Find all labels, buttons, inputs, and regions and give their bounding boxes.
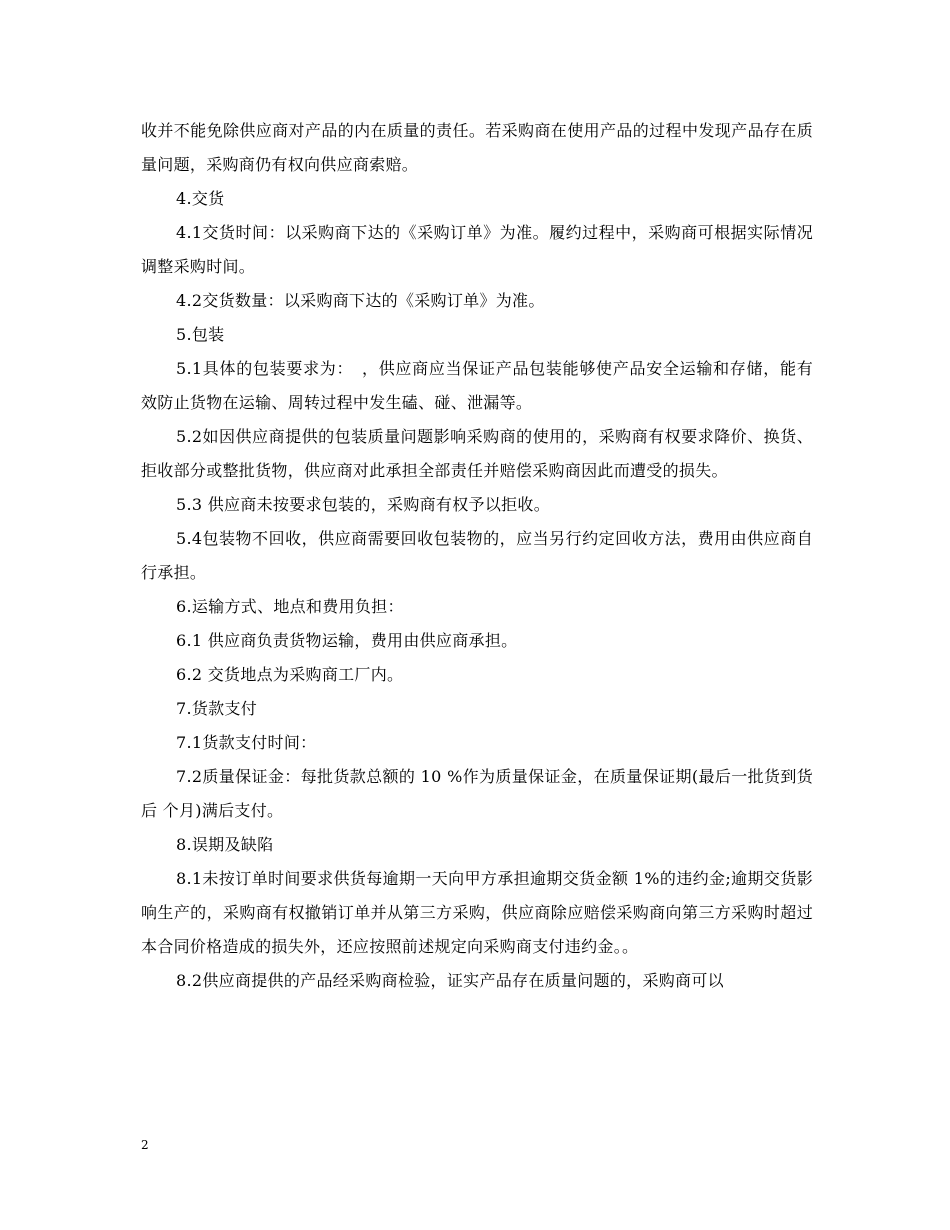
clause-5-1: 5.1具体的包装要求为： ，供应商应当保证产品包装能够使产品安全运输和存储，能有效防止货物在运输、周转过程中发生磕、碰、泄漏等。 [141, 359, 813, 412]
clause-6-2: 6.2 交货地点为采购商工厂内。 [176, 665, 404, 684]
section-heading-payment: 7.货款支付 [176, 699, 258, 718]
clause-8-1: 8.1未按订单时间要求供货每逾期一天向甲方承担逾期交货金额 1%的违约金;逾期交货影响生产的，采购商有权撤销订单并从第三方采购，供应商除应赔偿采购商向第三方采购时超过本合同价格造成的损失外，还应按照前述规定向采购商支付违约金。。 [141, 869, 813, 956]
section-heading-packaging: 5.包装 [176, 325, 225, 344]
clause-4-2: 4.2交货数量：以采购商下达的《采购订单》为准。 [176, 291, 545, 310]
document-body [141, 114, 813, 998]
clause-6-1: 6.1 供应商负责货物运输，费用由供应商承担。 [176, 631, 518, 650]
section-heading-delay-defects: 8.误期及缺陷 [176, 835, 274, 854]
clause-8-2: 8.2供应商提供的产品经采购商检验，证实产品存在质量问题的，采购商可以 [176, 971, 724, 990]
clause-7-1: 7.1货款支付时间： [176, 733, 317, 752]
clause-5-4: 5.4包装物不回收，供应商需要回收包装物的，应当另行约定回收方法，费用由供应商自行承担。 [141, 529, 813, 582]
clause-4-1: 4.1交货时间：以采购商下达的《采购订单》为准。履约过程中，采购商可根据实际情况调整采购时间。 [141, 223, 813, 276]
clause-5-2: 5.2如因供应商提供的包装质量问题影响采购商的使用的，采购商有权要求降价、换货、拒收部分或整批货物，供应商对此承担全部责任并赔偿采购商因此而遭受的损失。 [141, 427, 813, 480]
page-number: 2 [141, 1138, 149, 1152]
clause-7-2: 7.2质量保证金：每批货款总额的 10 %作为质量保证金，在质量保证期(最后一批货到货后 个月)满后支付。 [141, 767, 813, 820]
section-heading-transport: 6.运输方式、地点和费用负担： [176, 597, 404, 616]
section-heading-delivery: 4.交货 [176, 189, 225, 208]
clause-5-3: 5.3 供应商未按要求包装的，采购商有权予以拒收。 [176, 495, 551, 514]
paragraph-continuation: 收并不能免除供应商对产品的内在质量的责任。若采购商在使用产品的过程中发现产品存在质量问题，采购商仍有权向供应商索赔。 [141, 121, 813, 174]
